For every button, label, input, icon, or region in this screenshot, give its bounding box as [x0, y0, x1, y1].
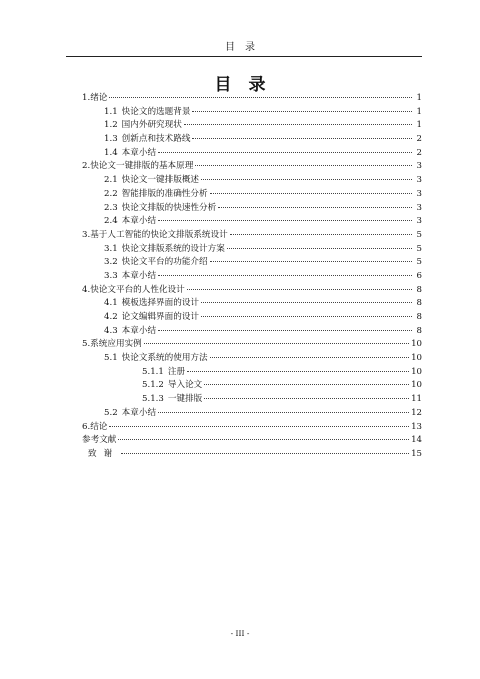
toc-entry-number: 1.2	[104, 120, 118, 131]
toc-entry[interactable]	[82, 119, 422, 133]
toc-entry-title: 本章小结	[121, 216, 157, 227]
toc-entry-number: 5.1	[104, 353, 118, 364]
toc-entry-number: 3.3	[104, 270, 118, 281]
toc-entry-page: 8	[416, 325, 422, 336]
toc-entry[interactable]	[82, 379, 422, 393]
toc-entry-page: 1	[416, 93, 422, 103]
toc-entry-page: 2	[416, 147, 422, 158]
toc-dot-leader	[201, 302, 412, 303]
toc-entry-number: 1.3	[104, 134, 118, 145]
toc-dot-leader	[109, 97, 412, 98]
toc-entry[interactable]	[82, 160, 422, 174]
toc-entry-page: 3	[416, 202, 422, 213]
toc-dot-leader	[121, 453, 409, 454]
toc-entry[interactable]	[82, 393, 422, 407]
toc-entry-title: 6.结论	[82, 421, 108, 432]
toc-entry-title: 国内外研究现状	[121, 120, 182, 131]
toc-entry-page: 1	[416, 106, 422, 117]
toc-entry-page: 3	[416, 161, 422, 172]
toc-entry-title: 本章小结	[121, 325, 157, 336]
toc-dot-leader	[158, 275, 412, 276]
toc-dot-leader	[210, 357, 409, 358]
toc-dot-leader	[201, 316, 412, 317]
toc-entry[interactable]	[82, 243, 422, 257]
toc-entry-number: 5.2	[104, 407, 118, 418]
toc-entry-number: 2.4	[104, 216, 118, 227]
toc-entry-page: 5	[416, 257, 422, 268]
toc-entry-title: 一键排版	[167, 394, 203, 405]
toc-entry-title: 智能排版的准确性分析	[121, 188, 208, 199]
page-number: - III -	[230, 629, 250, 638]
toc-entry-title: 快论文排版系统的设计方案	[121, 243, 225, 254]
toc-entry-page: 10	[411, 366, 422, 377]
toc-entry-title: 3.基于人工智能的快论文排版系统设计	[82, 229, 228, 240]
toc-entry[interactable]	[82, 215, 422, 229]
toc-entry[interactable]	[82, 448, 422, 462]
toc-entry-page: 10	[411, 380, 422, 391]
toc-entry-page: 5	[416, 243, 422, 254]
toc-dot-leader	[158, 330, 412, 331]
toc-entry-page: 3	[416, 216, 422, 227]
toc-entry[interactable]	[82, 338, 422, 352]
toc-entry-number: 5.1.1	[142, 366, 164, 377]
toc-entry-title: 快论文的选题背景	[121, 106, 191, 117]
toc-entry-number: 2.3	[104, 202, 118, 213]
toc-entry-title: 快论文系统的使用方法	[121, 353, 208, 364]
toc-entry[interactable]	[82, 421, 422, 435]
toc-entry[interactable]	[82, 188, 422, 202]
toc-entry-page: 14	[411, 435, 422, 446]
toc-dot-leader	[158, 152, 412, 153]
toc-entry[interactable]	[82, 256, 422, 270]
toc-entry-page: 8	[416, 312, 422, 322]
toc-dot-leader	[204, 398, 409, 399]
toc-entry-title: 4.快论文平台的人性化设计	[82, 284, 185, 295]
toc-entry-number: 3.2	[104, 257, 118, 268]
toc-dot-leader	[218, 207, 412, 208]
toc-dot-leader	[210, 261, 412, 262]
toc-dot-leader	[210, 193, 412, 194]
toc-entry-title: 本章小结	[121, 270, 157, 281]
toc-entry[interactable]	[82, 284, 422, 298]
toc-entry[interactable]	[82, 133, 422, 147]
running-header: 目 录	[225, 42, 255, 53]
toc-entry-page: 3	[416, 188, 422, 199]
toc-entry[interactable]	[82, 92, 422, 106]
toc-entry-number: 4.1	[104, 298, 118, 309]
toc-dot-leader	[192, 138, 412, 139]
toc-entry[interactable]	[82, 366, 422, 380]
toc-entry[interactable]	[82, 434, 422, 448]
toc-entry[interactable]	[82, 202, 422, 216]
toc-entry-title: 导入论文	[167, 380, 203, 391]
toc-entry[interactable]	[82, 270, 422, 284]
toc-dot-leader	[192, 111, 412, 112]
toc-dot-leader	[118, 439, 409, 440]
toc-dot-leader	[184, 124, 412, 125]
toc-entry-page: 10	[411, 339, 422, 350]
toc-entry[interactable]	[82, 352, 422, 366]
toc-entry[interactable]	[82, 147, 422, 161]
toc-entry-number: 2.2	[104, 188, 118, 199]
toc-entry[interactable]	[82, 174, 422, 188]
toc-entry[interactable]	[82, 311, 422, 325]
toc-entry[interactable]	[82, 106, 422, 120]
toc-entry-title: 快论文排版的快速性分析	[121, 202, 217, 213]
toc-entry-page: 12	[411, 407, 422, 418]
toc-entry-title: 注册	[167, 366, 186, 377]
toc-entry-page: 6	[416, 270, 422, 281]
toc-entry-title: 5.系统应用实例	[82, 339, 142, 350]
toc-entry-title: 快论文平台的功能介绍	[121, 257, 208, 268]
toc-entry-number: 1.1	[104, 106, 118, 117]
toc-entry[interactable]	[82, 407, 422, 421]
toc-entry-page: 1	[416, 120, 422, 131]
toc-entry-page: 15	[411, 448, 422, 459]
toc-entry-number: 4.3	[104, 325, 118, 336]
toc-dot-leader	[201, 179, 412, 180]
toc-dot-leader	[158, 220, 412, 221]
toc-entry-title: 致谢	[88, 448, 120, 459]
toc-dot-leader	[230, 234, 412, 235]
toc-entry-page: 11	[411, 394, 422, 405]
table-of-contents	[82, 92, 422, 462]
toc-entry[interactable]	[82, 229, 422, 243]
toc-entry-title: 快论文一键排版概述	[121, 175, 200, 186]
toc-entry[interactable]	[82, 297, 422, 311]
toc-entry-number: 5.1.2	[142, 380, 164, 391]
toc-entry-title: 2.快论文一键排版的基本原理	[82, 161, 194, 172]
toc-dot-leader	[158, 412, 409, 413]
toc-entry-number: 1.4	[104, 147, 118, 158]
toc-entry-page: 5	[416, 229, 422, 240]
toc-entry-page: 13	[411, 421, 422, 432]
toc-entry-title: 创新点和技术路线	[121, 134, 191, 145]
toc-dot-leader	[195, 165, 412, 166]
toc-entry-number: 5.1.3	[142, 394, 164, 405]
header-rule	[66, 56, 422, 57]
toc-entry-title: 参考文献	[82, 435, 117, 446]
toc-entry-number: 2.1	[104, 175, 118, 186]
toc-entry[interactable]	[82, 325, 422, 339]
toc-entry-title: 本章小结	[121, 407, 157, 418]
toc-entry-title: 1.绪论	[82, 93, 108, 103]
toc-entry-page: 8	[416, 298, 422, 309]
toc-dot-leader	[144, 343, 409, 344]
toc-entry-title: 模板选择界面的设计	[121, 298, 200, 309]
toc-entry-page: 8	[416, 284, 422, 295]
toc-entry-page: 3	[416, 175, 422, 186]
toc-entry-title: 论文编辑界面的设计	[121, 312, 200, 322]
toc-dot-leader	[227, 248, 412, 249]
toc-entry-number: 3.1	[104, 243, 118, 254]
toc-entry-title: 本章小结	[121, 147, 157, 158]
toc-dot-leader	[187, 371, 409, 372]
toc-dot-leader	[109, 426, 409, 427]
toc-entry-page: 2	[416, 134, 422, 145]
toc-dot-leader	[204, 384, 409, 385]
page-title: 目 录	[214, 75, 266, 95]
toc-entry-number: 4.2	[104, 312, 118, 322]
toc-dot-leader	[187, 289, 412, 290]
toc-entry-page: 10	[411, 353, 422, 364]
